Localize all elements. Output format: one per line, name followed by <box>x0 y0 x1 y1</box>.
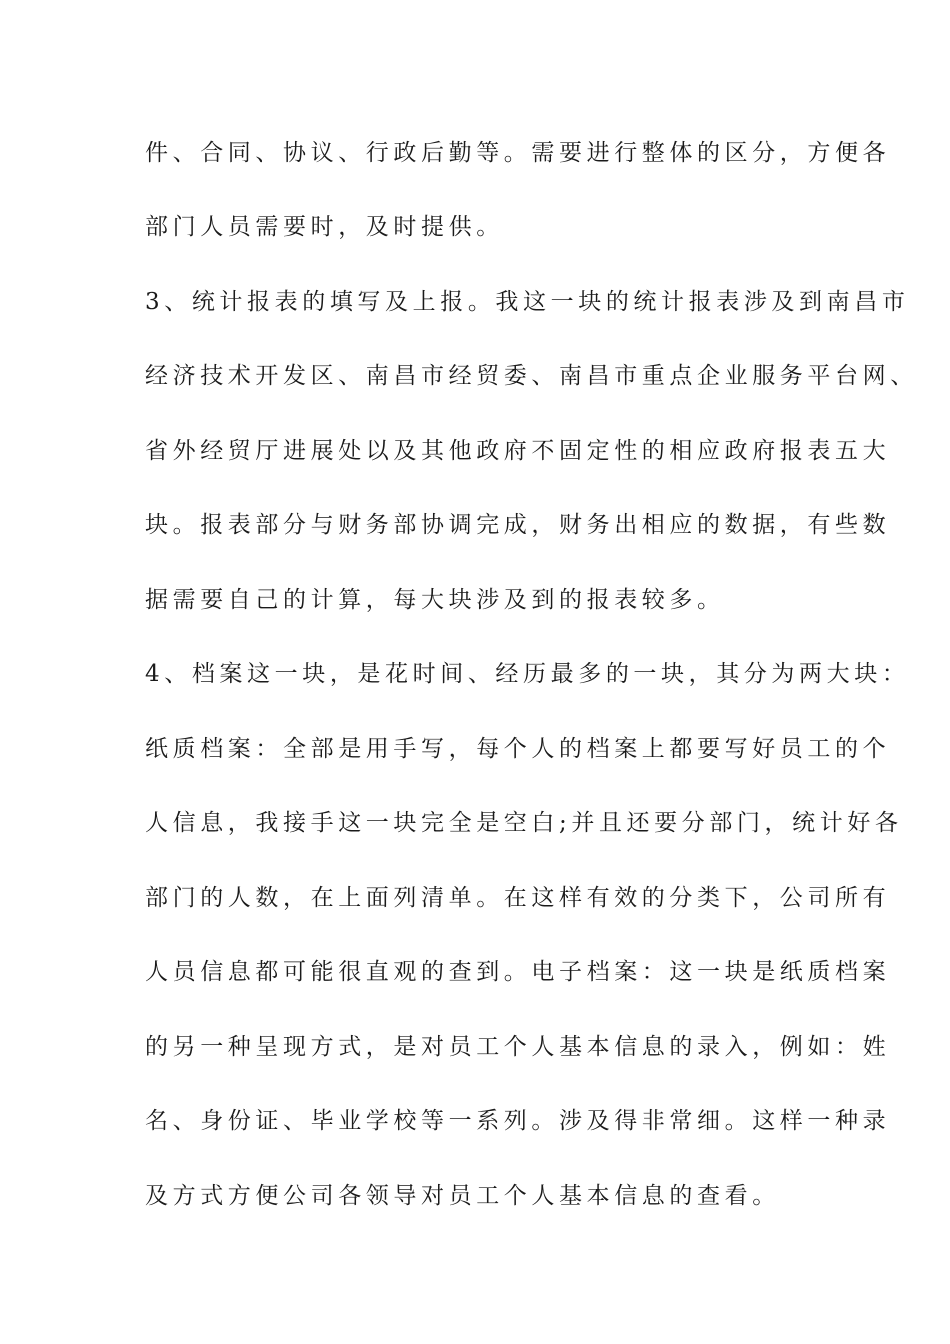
text-line: 3、统计报表的填写及上报。我这一块的统计报表涉及到南昌市 <box>145 289 910 315</box>
text-line: 块。报表部分与财务部协调完成，财务出相应的数据，有些数 <box>145 512 891 538</box>
text-line: 的另一种呈现方式，是对员工个人基本信息的录入，例如：姓 <box>145 1034 891 1060</box>
text-line: 人信息，我接手这一块完全是空白;并且还要分部门，统计好各 <box>145 810 903 836</box>
text-line: 经济技术开发区、南昌市经贸委、南昌市重点企业服务平台网、 <box>145 363 918 389</box>
text-line: 4、档案这一块，是花时间、经历最多的一块，其分为两大块： <box>145 661 910 687</box>
text-line: 人员信息都可能很直观的查到。电子档案：这一块是纸质档案 <box>145 959 891 985</box>
text-line: 据需要自己的计算，每大块涉及到的报表较多。 <box>145 587 725 613</box>
text-line: 纸质档案：全部是用手写，每个人的档案上都要写好员工的个 <box>145 736 891 762</box>
text-line: 省外经贸厅进展处以及其他政府不固定性的相应政府报表五大 <box>145 438 891 464</box>
text-line: 部门的人数，在上面列清单。在这样有效的分类下，公司所有 <box>145 885 891 911</box>
text-line: 及方式方便公司各领导对员工个人基本信息的查看。 <box>145 1183 780 1209</box>
text-line: 部门人员需要时，及时提供。 <box>145 214 504 240</box>
text-line: 名、身份证、毕业学校等一系列。涉及得非常细。这样一种录 <box>145 1108 891 1134</box>
text-line: 件、合同、协议、行政后勤等。需要进行整体的区分，方便各 <box>145 140 891 166</box>
